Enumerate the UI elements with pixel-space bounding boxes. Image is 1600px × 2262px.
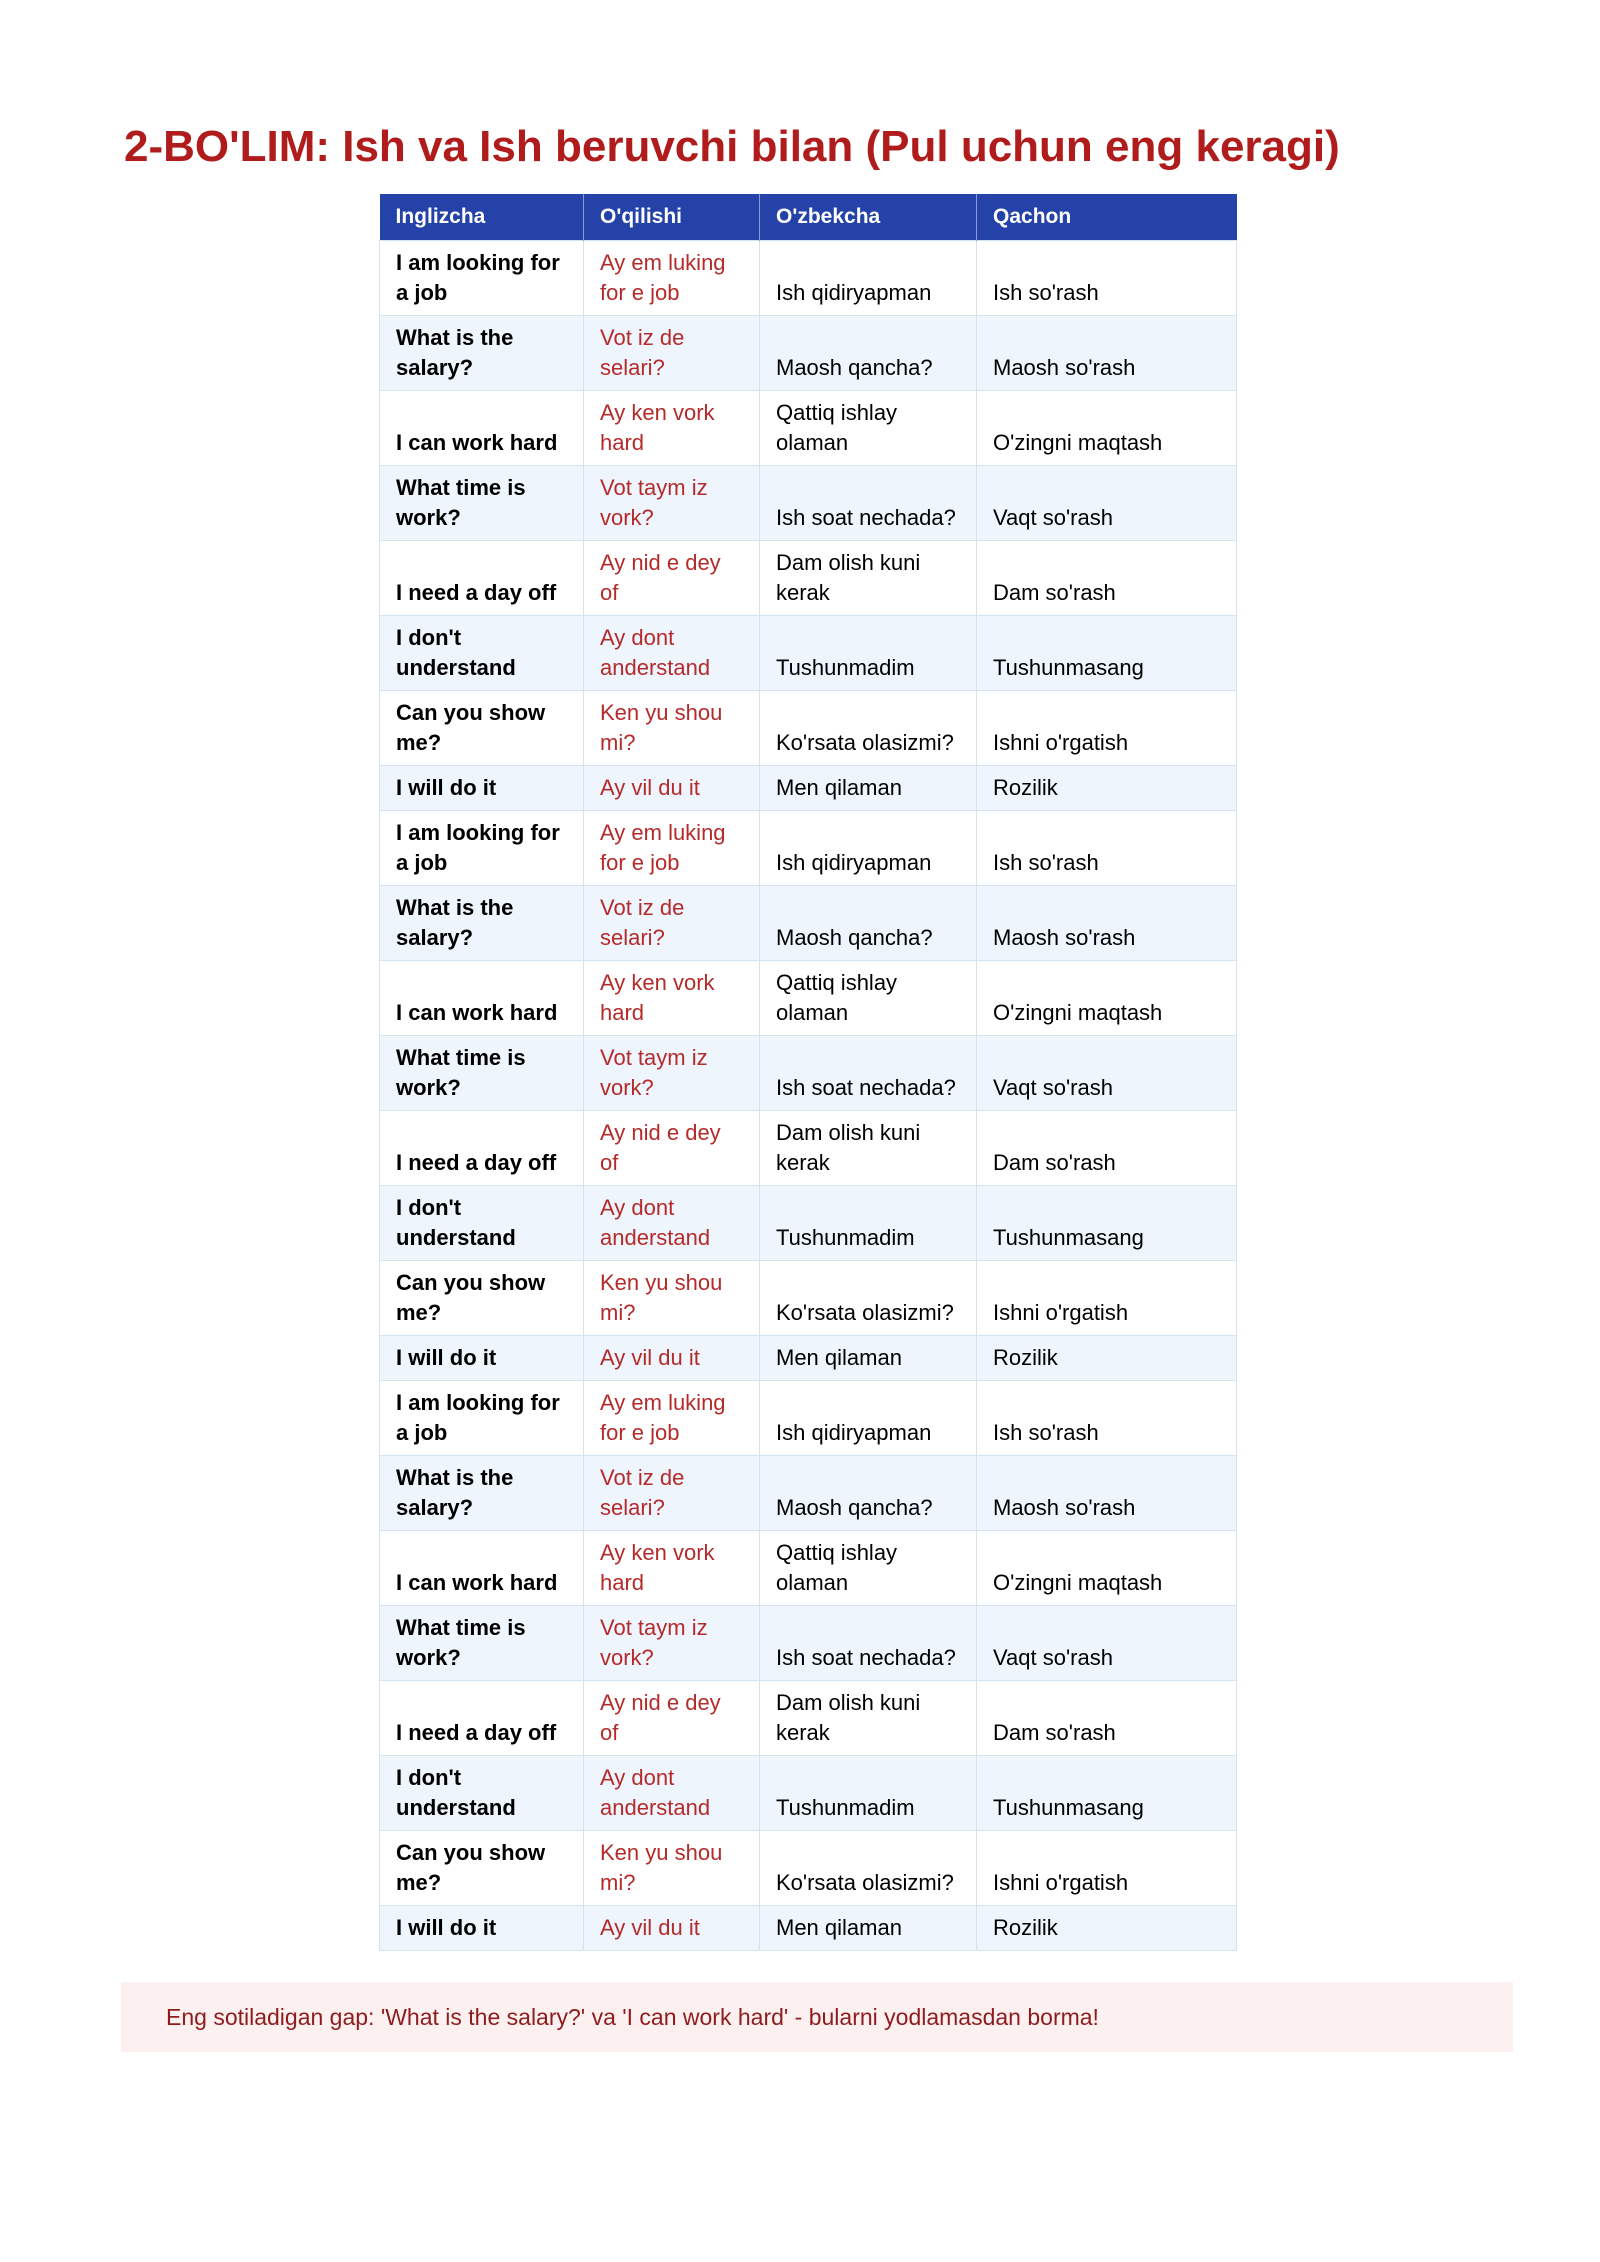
cell-when: Tushunmasang: [977, 616, 1237, 691]
cell-uzbek: Ish qidiryapman: [760, 1381, 977, 1456]
cell-english: Can you show me?: [380, 1261, 584, 1336]
cell-pronunciation: Ay nid e dey of: [584, 541, 760, 616]
table-row: [380, 1681, 1237, 1756]
cell-pronunciation: Ay dont anderstand: [584, 1756, 760, 1831]
cell-uzbek: Maosh qancha?: [760, 316, 977, 391]
cell-uzbek: Ko'rsata olasizmi?: [760, 691, 977, 766]
cell-english: What time is work?: [380, 1036, 584, 1111]
table-row: [380, 616, 1237, 691]
cell-when: Vaqt so'rash: [977, 466, 1237, 541]
cell-english: Can you show me?: [380, 1831, 584, 1906]
cell-pronunciation: Ay ken vork hard: [584, 961, 760, 1036]
cell-english: What is the salary?: [380, 1456, 584, 1531]
cell-uzbek: Dam olish kuni kerak: [760, 1111, 977, 1186]
table-row: [380, 1336, 1237, 1381]
cell-uzbek: Tushunmadim: [760, 616, 977, 691]
cell-uzbek: Men qilaman: [760, 766, 977, 811]
table-row: [380, 241, 1237, 316]
cell-pronunciation: Ay ken vork hard: [584, 391, 760, 466]
cell-when: Dam so'rash: [977, 1111, 1237, 1186]
cell-when: Vaqt so'rash: [977, 1036, 1237, 1111]
tip-note-text: Eng sotiladigan gap: 'What is the salary?' va 'I can work hard' - bularni yodlamasdan borma!: [166, 2003, 1099, 2030]
cell-english: I can work hard: [380, 1531, 584, 1606]
cell-english: I need a day off: [380, 541, 584, 616]
cell-uzbek: Ish soat nechada?: [760, 1036, 977, 1111]
cell-when: Maosh so'rash: [977, 886, 1237, 961]
cell-when: Rozilik: [977, 1336, 1237, 1381]
cell-english: I don't understand: [380, 616, 584, 691]
cell-when: Rozilik: [977, 1906, 1237, 1951]
page-title: 2-BO'LIM: Ish va Ish beruvchi bilan (Pul uchun eng keragi): [124, 122, 1340, 171]
cell-when: Dam so'rash: [977, 541, 1237, 616]
cell-english: I am looking for a job: [380, 811, 584, 886]
cell-pronunciation: Vot iz de selari?: [584, 886, 760, 961]
cell-uzbek: Qattiq ishlay olaman: [760, 961, 977, 1036]
cell-when: O'zingni maqtash: [977, 1531, 1237, 1606]
cell-pronunciation: Vot taym iz vork?: [584, 466, 760, 541]
cell-when: Dam so'rash: [977, 1681, 1237, 1756]
cell-english: I will do it: [380, 1906, 584, 1951]
table-row: [380, 1261, 1237, 1336]
table-row: [380, 466, 1237, 541]
cell-english: Can you show me?: [380, 691, 584, 766]
cell-uzbek: Tushunmadim: [760, 1186, 977, 1261]
cell-english: What time is work?: [380, 1606, 584, 1681]
tip-note: [121, 1982, 1513, 2052]
cell-pronunciation: Ay em luking for e job: [584, 811, 760, 886]
cell-when: Tushunmasang: [977, 1756, 1237, 1831]
table-row: [380, 811, 1237, 886]
table-row: [380, 1456, 1237, 1531]
header-uzbek: O'zbekcha: [760, 194, 977, 241]
table-row: [380, 316, 1237, 391]
cell-pronunciation: Ay nid e dey of: [584, 1111, 760, 1186]
cell-pronunciation: Ay vil du it: [584, 766, 760, 811]
table-row: [380, 1756, 1237, 1831]
table-row: [380, 1186, 1237, 1261]
table-row: [380, 1606, 1237, 1681]
cell-english: What is the salary?: [380, 316, 584, 391]
cell-pronunciation: Ay nid e dey of: [584, 1681, 760, 1756]
cell-when: Ish so'rash: [977, 241, 1237, 316]
cell-pronunciation: Ken yu shou mi?: [584, 691, 760, 766]
cell-english: What is the salary?: [380, 886, 584, 961]
cell-pronunciation: Vot taym iz vork?: [584, 1036, 760, 1111]
table-body: [380, 241, 1237, 1951]
cell-when: Tushunmasang: [977, 1186, 1237, 1261]
cell-when: Vaqt so'rash: [977, 1606, 1237, 1681]
cell-english: I will do it: [380, 1336, 584, 1381]
table-row: [380, 1831, 1237, 1906]
cell-uzbek: Maosh qancha?: [760, 1456, 977, 1531]
cell-english: I need a day off: [380, 1681, 584, 1756]
cell-english: I am looking for a job: [380, 1381, 584, 1456]
cell-when: O'zingni maqtash: [977, 961, 1237, 1036]
cell-pronunciation: Ay dont anderstand: [584, 1186, 760, 1261]
table-row: [380, 691, 1237, 766]
cell-uzbek: Ish qidiryapman: [760, 241, 977, 316]
cell-english: I am looking for a job: [380, 241, 584, 316]
table-row: [380, 961, 1237, 1036]
cell-when: Rozilik: [977, 766, 1237, 811]
table-row: [380, 541, 1237, 616]
cell-pronunciation: Vot taym iz vork?: [584, 1606, 760, 1681]
cell-when: Ishni o'rgatish: [977, 1261, 1237, 1336]
cell-when: Maosh so'rash: [977, 316, 1237, 391]
cell-uzbek: Ish soat nechada?: [760, 466, 977, 541]
cell-uzbek: Tushunmadim: [760, 1756, 977, 1831]
table-row: [380, 1906, 1237, 1951]
cell-uzbek: Men qilaman: [760, 1336, 977, 1381]
cell-when: Ish so'rash: [977, 1381, 1237, 1456]
cell-english: I don't understand: [380, 1756, 584, 1831]
cell-when: O'zingni maqtash: [977, 391, 1237, 466]
table-row: [380, 1036, 1237, 1111]
cell-pronunciation: Ken yu shou mi?: [584, 1831, 760, 1906]
cell-english: I can work hard: [380, 961, 584, 1036]
cell-pronunciation: Ken yu shou mi?: [584, 1261, 760, 1336]
cell-english: I will do it: [380, 766, 584, 811]
cell-pronunciation: Ay em luking for e job: [584, 241, 760, 316]
table-row: [380, 391, 1237, 466]
cell-pronunciation: Ay dont anderstand: [584, 616, 760, 691]
cell-english: I can work hard: [380, 391, 584, 466]
table-row: [380, 1111, 1237, 1186]
cell-pronunciation: Vot iz de selari?: [584, 1456, 760, 1531]
header-english: Inglizcha: [380, 194, 584, 241]
cell-english: What time is work?: [380, 466, 584, 541]
cell-pronunciation: Ay vil du it: [584, 1336, 760, 1381]
table-row: [380, 886, 1237, 961]
phrase-table: [379, 194, 1237, 1951]
cell-uzbek: Ish soat nechada?: [760, 1606, 977, 1681]
cell-uzbek: Qattiq ishlay olaman: [760, 391, 977, 466]
table-row: [380, 1381, 1237, 1456]
cell-pronunciation: Ay ken vork hard: [584, 1531, 760, 1606]
cell-uzbek: Men qilaman: [760, 1906, 977, 1951]
cell-when: Ish so'rash: [977, 811, 1237, 886]
header-pronunciation: O'qilishi: [584, 194, 760, 241]
cell-pronunciation: Ay em luking for e job: [584, 1381, 760, 1456]
header-when: Qachon: [977, 194, 1237, 241]
cell-pronunciation: Ay vil du it: [584, 1906, 760, 1951]
cell-uzbek: Dam olish kuni kerak: [760, 541, 977, 616]
cell-pronunciation: Vot iz de selari?: [584, 316, 760, 391]
table-row: [380, 766, 1237, 811]
cell-english: I need a day off: [380, 1111, 584, 1186]
cell-when: Ishni o'rgatish: [977, 1831, 1237, 1906]
cell-uzbek: Ko'rsata olasizmi?: [760, 1831, 977, 1906]
cell-uzbek: Ko'rsata olasizmi?: [760, 1261, 977, 1336]
table-header-row: [380, 194, 1237, 241]
cell-english: I don't understand: [380, 1186, 584, 1261]
cell-uzbek: Ish qidiryapman: [760, 811, 977, 886]
cell-when: Maosh so'rash: [977, 1456, 1237, 1531]
cell-uzbek: Qattiq ishlay olaman: [760, 1531, 977, 1606]
cell-when: Ishni o'rgatish: [977, 691, 1237, 766]
cell-uzbek: Dam olish kuni kerak: [760, 1681, 977, 1756]
table-row: [380, 1531, 1237, 1606]
cell-uzbek: Maosh qancha?: [760, 886, 977, 961]
